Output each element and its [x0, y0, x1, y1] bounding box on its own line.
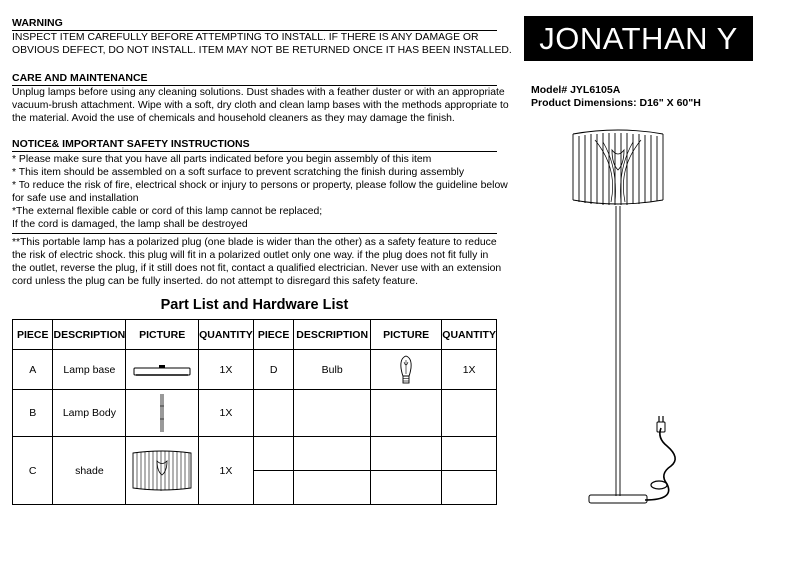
empty-cell [294, 437, 371, 471]
polarized-line: **This portable lamp has a polarized plug (one blade is wider than the other) as a safety feature to reduce [12, 237, 497, 248]
warning-text [12, 31, 512, 57]
description-cell: shade [53, 437, 126, 505]
notice-line: *The external flexible cable or cord of this lamp cannot be replaced; [12, 206, 323, 217]
column-header: QUANTITY [442, 320, 497, 350]
shade-icon [126, 437, 199, 505]
empty-cell [371, 390, 442, 437]
piece-cell: C [13, 437, 53, 505]
parts-table [12, 319, 497, 505]
brand-logo: JONATHAN Y [524, 16, 753, 61]
description-cell: Lamp base [53, 350, 126, 390]
notice-line: for safe use and installation [12, 193, 139, 204]
polarized-line: cord unless the plug can be fully inserted. do not attempt to disregard this safety feature. [12, 276, 419, 287]
table-row [13, 437, 497, 471]
care-line: Unplug lamps before using any cleaning solutions. Dust shades with a feather duster or with an appropriate [12, 87, 505, 98]
shade-drawing [573, 130, 663, 205]
empty-cell [371, 471, 442, 505]
notice-divider [12, 233, 497, 234]
polarized-line: the risk of electric shock. this plug will fit in a polarized outlet only one way. if the plug does not fit fully in [12, 250, 489, 261]
column-header: DESCRIPTION [53, 320, 126, 350]
base-drawing [589, 495, 647, 503]
notice-line: * This item should be assembled on a soft surface to prevent scratching the finish during assembly [12, 167, 465, 178]
empty-cell [253, 437, 293, 471]
warning-line: INSPECT ITEM CAREFULLY BEFORE ATTEMPTING TO INSTALL. IF THERE IS ANY DAMAGE OR [12, 32, 479, 43]
piece-cell: D [253, 350, 293, 390]
empty-cell [442, 390, 497, 437]
table-header-row [13, 320, 497, 350]
table-row [13, 390, 497, 437]
column-header: PIECE [253, 320, 293, 350]
notice-title: NOTICE& IMPORTANT SAFETY INSTRUCTIONS [12, 138, 497, 152]
floor-lamp-illustration [555, 128, 685, 508]
empty-cell [253, 471, 293, 505]
polarized-plug-text [12, 236, 504, 288]
empty-cell [253, 390, 293, 437]
care-text [12, 86, 509, 125]
column-header: QUANTITY [198, 320, 253, 350]
column-header: DESCRIPTION [294, 320, 371, 350]
piece-cell: B [13, 390, 53, 437]
description-cell: Lamp Body [53, 390, 126, 437]
bulb-icon [371, 350, 442, 390]
notice-text [12, 153, 508, 231]
care-line: the material. Avoid the use of chemicals and household cleaners as they may damage the finish. [12, 113, 455, 124]
notice-line: * To reduce the risk of fire, electrical shock or injury to persons or property, please follow the guideline below [12, 180, 508, 191]
polarized-line: the outlet, reverse the plug, if it still does not fit, contact a qualified electrician. Never use with an extension [12, 263, 502, 274]
empty-cell [442, 471, 497, 505]
quantity-cell: 1X [198, 350, 253, 390]
empty-cell [294, 471, 371, 505]
quantity-cell: 1X [442, 350, 497, 390]
quantity-cell: 1X [198, 390, 253, 437]
part-list-title: Part List and Hardware List [160, 297, 349, 313]
care-line: vacuum-brush attachment. Wipe with a soft, dry cloth and clean lamp bases with the methods appropriate to [12, 100, 509, 111]
model-number: Model# JYL6105A [531, 84, 621, 96]
pole-drawing [616, 206, 620, 496]
product-dimensions: Product Dimensions: D16" X 60"H [531, 97, 701, 109]
lamp-base-icon [126, 350, 199, 390]
description-cell: Bulb [294, 350, 371, 390]
empty-cell [294, 390, 371, 437]
empty-cell [371, 437, 442, 471]
column-header: PICTURE [126, 320, 199, 350]
column-header: PIECE [13, 320, 53, 350]
lamp-body-icon [126, 390, 199, 437]
column-header: PICTURE [371, 320, 442, 350]
warning-title: WARNING [12, 17, 497, 31]
table-row [13, 350, 497, 390]
cord-drawing [645, 416, 675, 500]
quantity-cell: 1X [198, 437, 253, 505]
piece-cell: A [13, 350, 53, 390]
warning-line: OBVIOUS DEFECT, DO NOT INSTALL. ITEM MAY NOT BE RETURNED ONCE IT HAS BEEN INSTALLED. [12, 45, 512, 56]
notice-line: If the cord is damaged, the lamp shall be destroyed [12, 219, 248, 230]
notice-line: * Please make sure that you have all parts indicated before you begin assembly of this item [12, 154, 432, 165]
care-title: CARE AND MAINTENANCE [12, 72, 497, 86]
empty-cell [442, 437, 497, 471]
